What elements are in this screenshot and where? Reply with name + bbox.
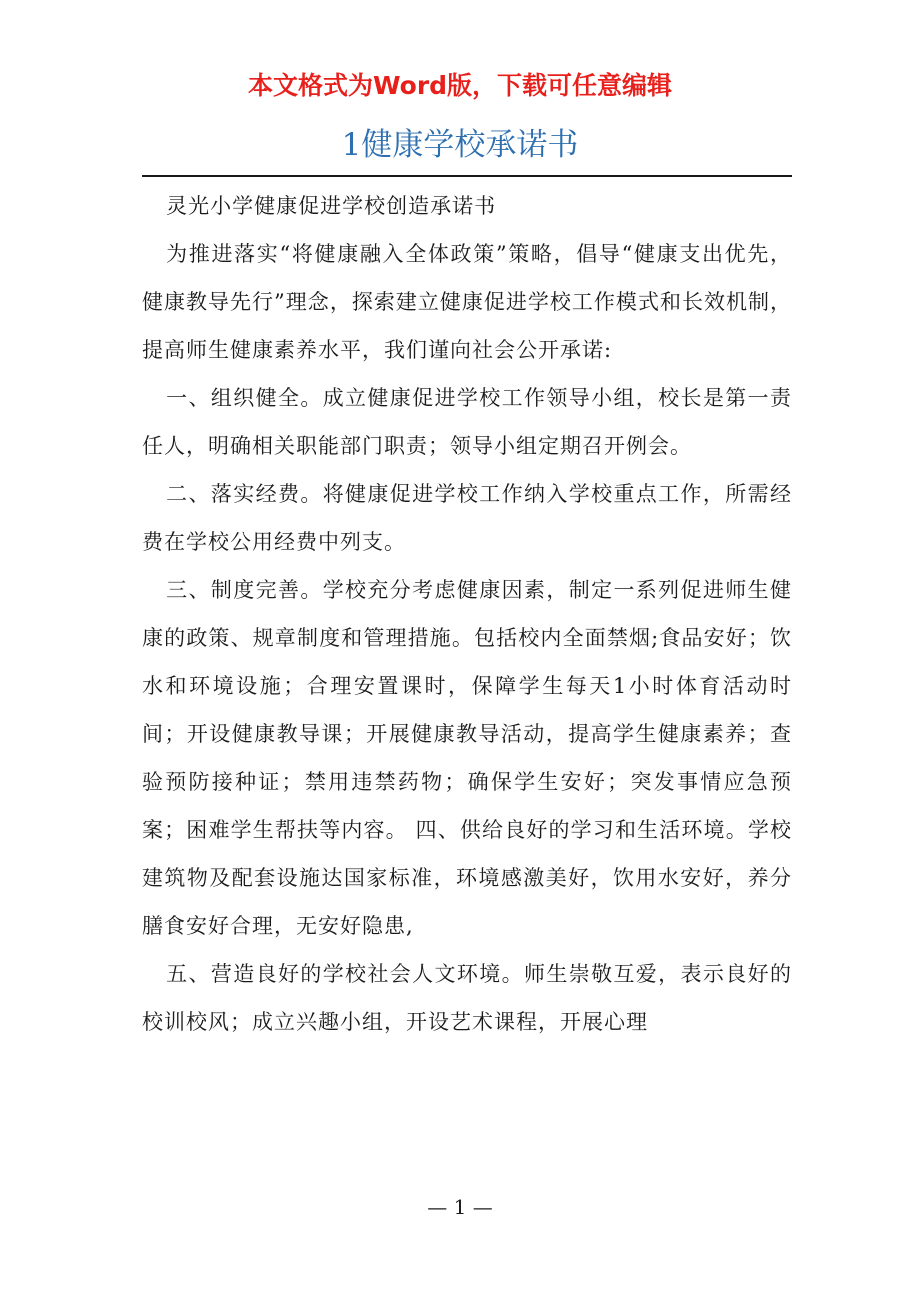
title-divider [142,175,792,177]
subtitle-line: 灵光小学健康促进学校创造承诺书 [166,194,497,218]
item-humanistic-environment: 五、营造良好的学校社会人文环境。师生崇敬互爱，表示良好的校训校风；成立兴趣小组，开设艺术课程，开展心理 [142,962,792,1034]
intro-paragraph: 为推进落实“将健康融入全体政策”策略，倡导“健康支出优先，健康教导先行”理念，探索建立健康促进学校工作模式和长效机制，提高师生健康素养水平，我们谨向社会公开承诺: [142,242,792,362]
document-body [142,182,792,1046]
document-title: 1健康学校承诺书 [341,127,579,163]
page-number: — 1 — [427,1195,493,1219]
item-funding: 二、落实经费。将健康促进学校工作纳入学校重点工作，所需经费在学校公用经费中列支。 [142,482,792,554]
format-notice-banner: 本文格式为Word版，下载可任意编辑 [247,71,673,100]
item-organization: 一、组织健全。成立健康促进学校工作领导小组，校长是第一责任人，明确相关职能部门职责；领导小组定期召开例会。 [142,386,792,458]
item-system-and-environment: 三、制度完善。学校充分考虑健康因素，制定一系列促进师生健康的政策、规章制度和管理措施。包括校内全面禁烟;食品安好；饮水和环境设施；合理安置课时，保障学生每天1小时体育活动时间；开设健康教导课；开展健康教导活动，提高学生健康素养；查验预防接种证；禁用违禁药物；确保学生安好；突发事情应急预案；困难学生帮扶等内容。 四、供给良好的学习和生活环境。学校建筑物及配套设施达国家标准，环境感激美好，饮用水安好，养分膳食安好合理，无安好隐患, [142,578,792,938]
